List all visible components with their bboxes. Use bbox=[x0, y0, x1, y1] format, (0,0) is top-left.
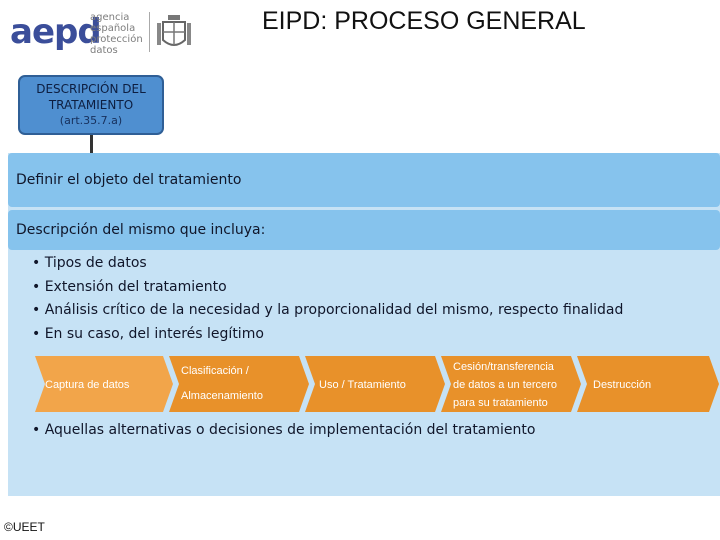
flow-step-label: Destrucción bbox=[593, 379, 652, 391]
logo-wordmark: aepd bbox=[10, 12, 101, 52]
description-box bbox=[18, 75, 164, 135]
bullet-item: • En su caso, del interés legítimo bbox=[32, 325, 264, 342]
aepd-logo bbox=[6, 8, 196, 56]
description-box-line: DESCRIPCIÓN DEL bbox=[36, 82, 146, 96]
connector-line bbox=[90, 135, 93, 153]
row-description: Descripción del mismo que incluya: bbox=[8, 210, 720, 250]
flow-step-transfer bbox=[441, 356, 581, 412]
page-title: EIPD: PROCESO GENERAL bbox=[262, 7, 586, 35]
flow-step-storage bbox=[169, 356, 309, 412]
data-lifecycle-flow bbox=[35, 352, 720, 416]
description-box-line: TRATAMIENTO bbox=[48, 98, 134, 112]
flow-step-label: Almacenamiento bbox=[181, 390, 263, 402]
flow-step-label: de datos a un tercero bbox=[453, 379, 557, 391]
flow-step-capture bbox=[35, 356, 173, 412]
bullet-list bbox=[32, 252, 623, 346]
bullet-item-alternatives: • Aquellas alternativas o decisiones de implementación del tratamiento bbox=[32, 422, 536, 438]
flow-step-label: Captura de datos bbox=[45, 379, 130, 391]
bullet-item: • Tipos de datos bbox=[32, 255, 147, 271]
bullet-item: • Extensión del tratamiento bbox=[32, 278, 227, 295]
logo-divider bbox=[149, 12, 150, 52]
description-box-article: (art.35.7.a) bbox=[59, 114, 123, 127]
flow-step-label: Uso / Tratamiento bbox=[319, 379, 406, 391]
coat-of-arms-icon bbox=[156, 14, 192, 52]
logo-subtitle bbox=[90, 12, 143, 56]
flow-step-label: Clasificación / bbox=[181, 365, 249, 377]
flow-step-use bbox=[305, 356, 445, 412]
logo-line: protección bbox=[90, 34, 143, 45]
logo-line: datos bbox=[90, 45, 118, 56]
row-define-object: Definir el objeto del tratamiento bbox=[8, 153, 720, 207]
logo-line: española bbox=[90, 23, 136, 34]
flow-step-destruction bbox=[577, 356, 719, 412]
flow-step-label: para su tratamiento bbox=[453, 397, 548, 409]
bullet-item: • Análisis crítico de la necesidad y la proporcionalidad del mismo, respecto finalidad bbox=[32, 302, 624, 318]
logo-line: agencia bbox=[90, 12, 130, 23]
flow-step-label: Cesión/transferencia bbox=[453, 361, 554, 373]
copyright-footer: ©UEET bbox=[4, 520, 45, 534]
